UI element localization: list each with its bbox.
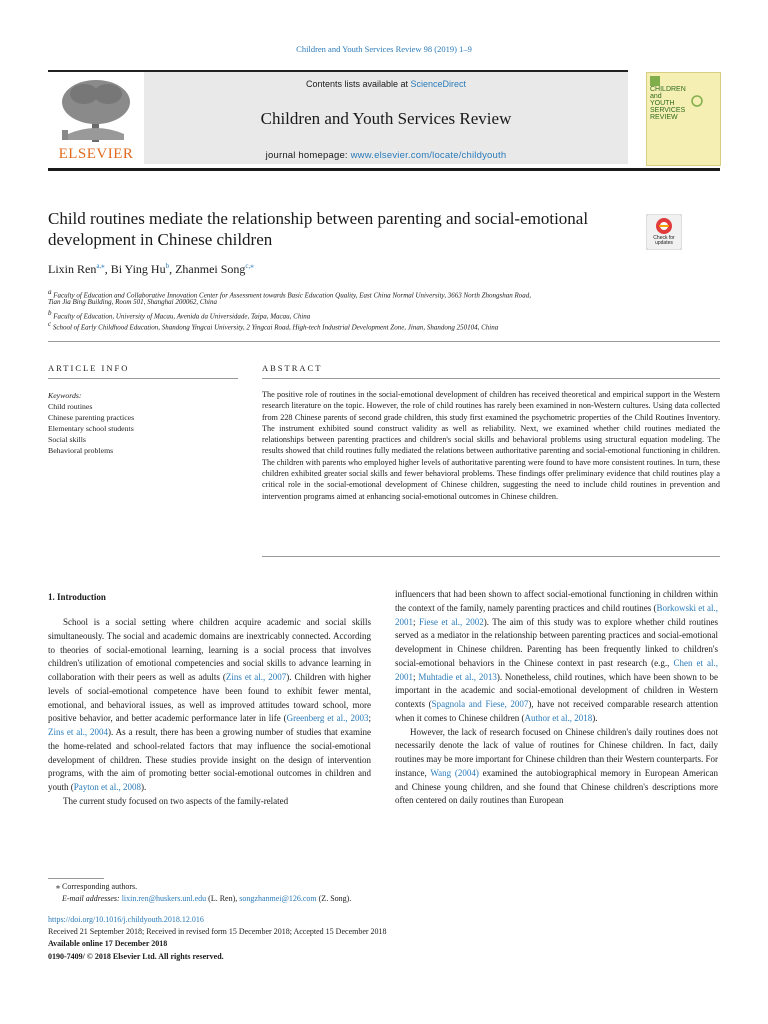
citation-link[interactable]: Payton et al., 2008 — [73, 782, 141, 792]
affil-mark: c — [48, 320, 52, 328]
citation-link[interactable]: Borkowski et al., 2001 — [395, 602, 719, 627]
keyword: Behavioral problems — [48, 446, 114, 455]
doi-link[interactable]: https://doi.org/10.1016/j.childyouth.2018.12.016 — [48, 915, 204, 924]
body-column-right — [395, 588, 718, 808]
author-affil-mark[interactable]: c,⁎ — [245, 262, 254, 270]
text-run: ; — [413, 616, 419, 627]
affiliation — [48, 298, 217, 306]
cover-line: and — [650, 93, 662, 100]
keywords-label: Keywords: — [48, 391, 82, 400]
author-affil-mark[interactable]: a,⁎ — [96, 262, 105, 270]
text-run: ). The aim of this study was to explore whether child routines served as a mediator in the relationship between parenting practices and social-emotional development in Chinese children. Parenting has been frequently linked to children's social-emotional behaviors in the Chinese context in past research (e.g., — [395, 616, 718, 668]
journal-homepage — [144, 150, 628, 161]
email-link[interactable]: lixin.ren@huskers.unl.edu — [121, 894, 207, 903]
text-run: ). — [141, 782, 147, 792]
affil-text: Faculty of Education, University of Macau, Avenida da Universidade, Taipa, Macau, China — [53, 312, 311, 321]
text-run: ). — [592, 712, 598, 723]
online-date: Available online 17 December 2018 — [48, 939, 168, 949]
cover-line: REVIEW — [650, 114, 678, 121]
cover-title — [650, 86, 698, 121]
affil-mark: a — [48, 288, 52, 296]
abstract-heading: ABSTRACT — [262, 363, 323, 373]
author-list: Lixin Ren$^{a,⁎}$, Bi Ying Hu$^b$, Zhanmei Song$^{c,⁎}$ — [48, 262, 254, 276]
header-rule — [48, 168, 720, 171]
text-run: examined the autobiographical memory in European American and Chinese young children, and she found that Chinese children's descriptions more often centered on daily routines than European — [395, 767, 719, 806]
homepage-link[interactable]: www.elsevier.com/locate/childyouth — [350, 150, 507, 161]
citation-link[interactable]: Muhtadie et al., 2013 — [418, 671, 497, 682]
keywords-block — [48, 390, 238, 456]
email-link[interactable]: songzhanmei@126.com — [239, 894, 317, 903]
affiliation — [48, 320, 498, 331]
received-dates: Received 21 September 2018; Received in revised form 15 December 2018; Accepted 15 December 2018 — [48, 927, 387, 937]
author-affil-mark[interactable]: b — [165, 262, 170, 270]
text-run: ; — [413, 671, 419, 682]
abstract-rule — [262, 378, 720, 379]
affil-text: Faculty of Education and Collaborative Innovation Center for Assessment towards Basic Education Quality, East China Normal University, 3663 North Zhongshan Road, — [53, 291, 531, 300]
affil-text: School of Early Childhood Education, Shandong Yingcai University, 2 Yingcai Road, High-tech Industrial Development Zone, Jinan, Shandong 250104, China — [52, 323, 499, 332]
publication-info — [48, 914, 387, 963]
text-run: ). Children with higher levels of social-emotional competence have been found to exhibit fewer mental, emotional, and behavioral issues, as well as improved attitudes toward school, more positive behavior, and better academic performance later in life ( — [48, 672, 371, 724]
text-run: School is a social setting where children acquire academic and social skills simultaneously. The social and academic domains are inextricably connected. According to theories of social-emotional learning, learning is a social process that involves children's utilization of emotional competencies and social skills to advance learning in collaboration with their peers as well as adults ( — [48, 617, 371, 682]
citation-link[interactable]: Chen et al., 2001 — [395, 657, 718, 682]
text-run: ; — [368, 713, 371, 724]
author-name[interactable]: Lixin Ren — [48, 262, 97, 276]
citation-link[interactable]: Greenberg et al., 2003 — [286, 713, 369, 724]
section-rule — [48, 341, 720, 342]
text-run: ). Nonetheless, child routines, which have been shown to be important in the academic and social-emotional development of children in Western contexts ( — [395, 671, 719, 709]
crossmark-badge[interactable] — [646, 214, 682, 250]
paragraph — [395, 588, 718, 726]
article-title: Child routines mediate the relationship between parenting and social-emotional development in Chinese children — [48, 209, 589, 249]
text-run: ), have not received comparable research attention when it comes to Chinese children ( — [395, 699, 718, 723]
publisher-name: ELSEVIER — [58, 146, 134, 162]
citation-link[interactable]: Zins et al., 2007 — [225, 672, 287, 682]
author-name[interactable]: Zhanmei Song — [175, 262, 246, 276]
article-info-heading: ARTICLE INFO — [48, 363, 130, 373]
abstract-bottom-rule — [262, 556, 720, 557]
text-run: ). As a result, there has been a growing number of studies that examine the home-related and school-related factors that may influence the social-emotional development of children. These studies provide insight on the design of intervention programs, with the aim of promoting better social-emotional outcomes in children and youth ( — [48, 727, 371, 792]
author-name[interactable]: Bi Ying Hu — [110, 262, 166, 276]
affiliation — [48, 309, 310, 320]
citation-link[interactable]: Spagnola and Fiese, 2007 — [431, 699, 529, 709]
crossmark-label: Check for updates — [653, 235, 675, 246]
email-owner: (L. Ren), — [206, 894, 240, 903]
paragraph — [395, 726, 718, 809]
journal-title: Children and Youth Services Review — [260, 109, 512, 128]
keyword: Elementary school students — [48, 424, 134, 433]
text-run: However, the lack of research focused on Chinese children's daily routines does not necessarily denote the lack of value of routines for Chinese children. In fact, daily routines may be more important for Chinese children than their Western counterparts. For instance, — [395, 726, 718, 778]
sciencedirect-link[interactable]: ScienceDirect — [410, 79, 467, 89]
citation-link[interactable]: Author et al., 2018 — [524, 712, 593, 723]
body-column-left — [48, 616, 371, 809]
journal-citation[interactable] — [0, 44, 768, 54]
paragraph — [48, 795, 371, 809]
cover-line: CHILDREN — [650, 86, 686, 93]
corresponding-note: ⁎ Corresponding authors. — [56, 882, 138, 891]
introduction-heading: 1. Introduction — [48, 592, 106, 602]
cover-line: SERVICES — [650, 107, 686, 114]
affil-mark: b — [48, 309, 52, 317]
abstract-text: The positive role of routines in the social-emotional development of children has received theoretical and empirical support in the Western research literature on the topic. However, the role of child routines has rarely been examined in non-Western cultures. Using data collected from 228 Chinese parents of second grade children, this study first examined the psychometric properties of the Child Routines Inventory. The instrument exhibited sound construct validity as well as reliability. Next, we examined whether child routines mediated the relationships between parenting practices and children's social skills and behavioral problems using structural equation modeling. The results showed that child routines fully mediated the relations between authoritative parenting and social-emotional functioning in children. The children with parents who employed higher levels of authoritative parenting were found to have more consistent routines. In turn, these children exhibited greater social skills and fewer behavioral problems. These findings offer preliminary evidence that child routines play a critical role in the social-emotional development of Chinese children, suggesting the need to include child routines in prevention and intervention programs aimed at enhancing social-emotional outcomes in Chinese children. — [262, 390, 720, 501]
affil-text: Tian Jia Bing Building, Room 501, Shanghai 200062, China — [48, 298, 217, 306]
keyword: Child routines — [48, 402, 93, 411]
citation-link[interactable]: Fiese et al., 2002 — [418, 616, 484, 627]
contents-line — [144, 79, 628, 89]
email-label: E-mail addresses: — [62, 894, 122, 903]
paragraph — [48, 616, 371, 795]
homepage-prefix: journal homepage: — [265, 150, 351, 161]
journal-citation-link[interactable]: Children and Youth Services Review 98 (2019) 1–9 — [296, 44, 472, 54]
email-note — [48, 893, 351, 905]
footnotes — [48, 881, 351, 905]
keyword: Social skills — [48, 435, 86, 444]
text-run: influencers that had been shown to affect social-emotional functioning in children within the context of the family, namely parenting practices and child routines ( — [395, 589, 718, 613]
article-info-rule — [48, 378, 238, 379]
text-run: The current study focused on two aspects of the family-related — [63, 795, 289, 806]
citation-link[interactable]: Wang (2004) — [430, 767, 479, 778]
keyword: Chinese parenting practices — [48, 413, 135, 422]
email-owner: (Z. Song). — [316, 894, 352, 903]
elsevier-logo — [48, 72, 144, 164]
footnote-rule — [48, 878, 104, 879]
copyright: 0190-7409/ © 2018 Elsevier Ltd. All rights reserved. — [48, 951, 224, 961]
citation-link[interactable]: Zins et al., 2004 — [48, 727, 109, 737]
cover-line: YOUTH — [650, 100, 675, 107]
contents-prefix: Contents lists available at — [305, 79, 411, 89]
